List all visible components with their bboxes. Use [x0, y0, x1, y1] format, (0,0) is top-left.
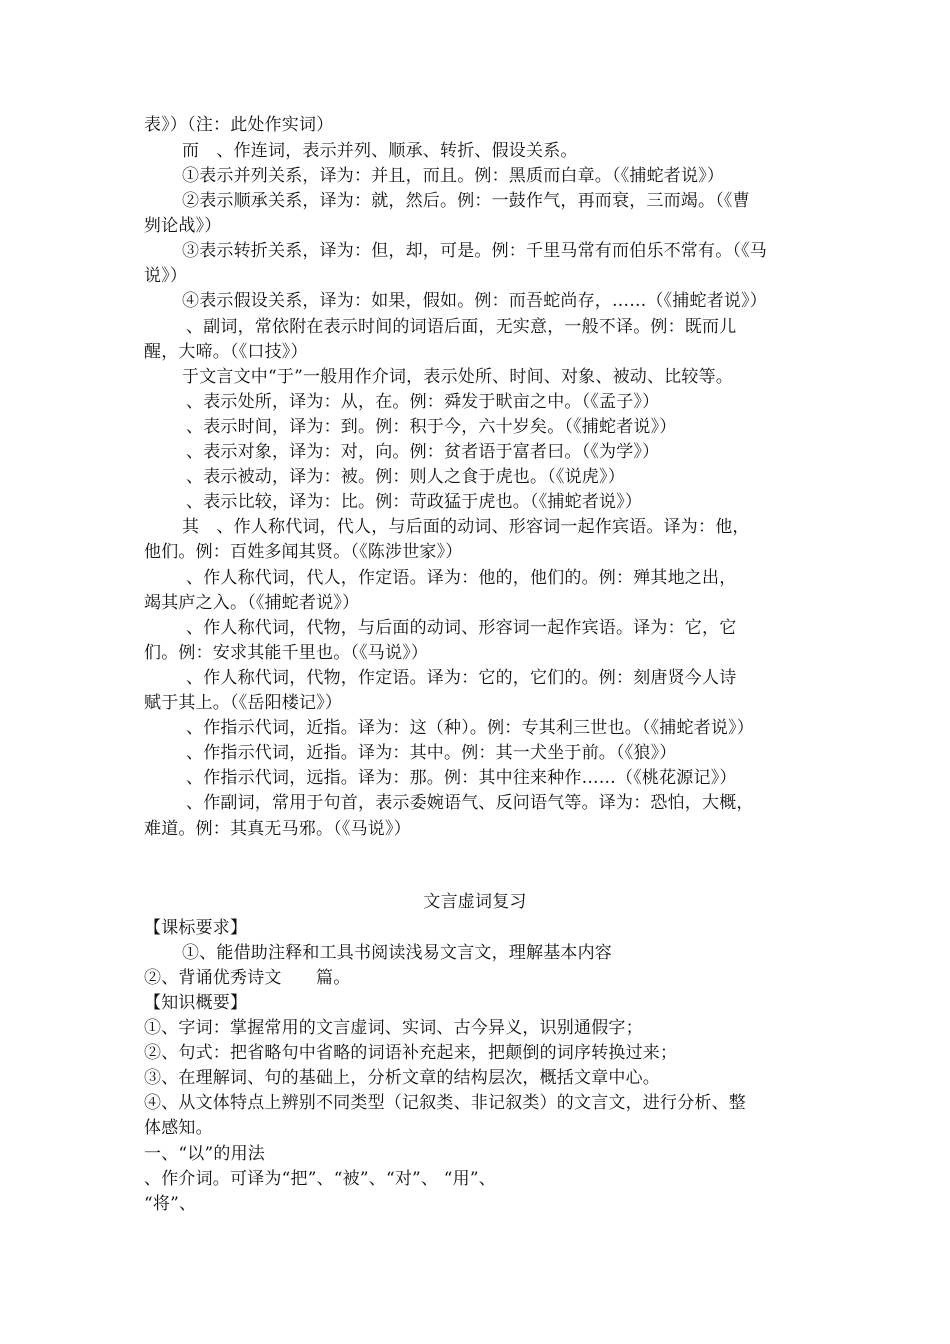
text-line: 、表示对象，译为：对，向。例：贫者语于富者曰。（《为学》） — [186, 442, 660, 462]
text-line: 、作指示代词，近指。译为：这（种）。例：专其利三世也。（《捕蛇者说》） — [186, 718, 754, 738]
text-line: 、作人称代词，代人，作定语。译为：他的，他们的。例：殚其地之出， — [186, 568, 737, 588]
text-line: 难道。例：其真无马邪。（《马说》） — [144, 819, 411, 839]
subsection-heading: 一、“以”的用法 — [144, 1144, 265, 1164]
text-line: 说》） — [144, 266, 188, 286]
text-line: 、表示时间，译为：到。例：积于今，六十岁矣。（《捕蛇者说》） — [186, 417, 677, 437]
text-line: 、作人称代词，代物，与后面的动词、形容词一起作宾语。译为：它，它 — [186, 618, 737, 638]
text-line: ③、在理解词、句的基础上，分析文章的结构层次，概括文章中心。 — [144, 1068, 660, 1088]
text-line: ③表示转折关系，译为：但，却，可是。例：千里马常有而伯乐不常有。（《马 — [182, 241, 767, 261]
text-line: ①、能借助注释和工具书阅读浅易文言文，理解基本内容 — [182, 943, 612, 963]
text-line: ②表示顺承关系，译为：就，然后。例：一鼓作气，再而衰，三而竭。（《曹 — [182, 191, 750, 211]
section-heading: 【课标要求】 — [144, 918, 248, 938]
text-line: ①表示并列关系，译为：并且，而且。例：黑质而白章。（《捕蛇者说》） — [182, 166, 725, 186]
text-line: 其 、作人称代词，代人，与后面的动词、形容词一起作宾语。译为：他， — [182, 517, 750, 537]
section-title: 文言虚词复习 — [423, 892, 527, 912]
text-line: 表》）（注：此处作实词） — [144, 115, 334, 135]
text-line: ④、从文体特点上辨别不同类型（记叙类、非记叙类）的文言文，进行分析、整 — [144, 1093, 746, 1113]
text-line: 于文言文中“于”一般用作介词，表示处所、时间、对象、被动、比较等。 — [182, 367, 733, 387]
text-line: 、作副词，常用于句首，表示委婉语气、反问语气等。译为：恐怕，大概， — [186, 793, 754, 813]
text-line: ①、字词：掌握常用的文言虚词、实词、古今异义，识别通假字； — [144, 1018, 643, 1038]
text-line: 赋于其上。（《岳阳楼记》） — [144, 693, 343, 713]
text-line: 、副词，常依附在表示时间的词语后面，无实意，一般不译。例：既而儿 — [186, 317, 737, 337]
text-line: ④表示假设关系，译为：如果，假如。例：而吾蛇尚存，……（《捕蛇者说》） — [182, 291, 767, 311]
text-line: ②、背诵优秀诗文 篇。 — [144, 968, 351, 988]
section-heading: 【知识概要】 — [144, 993, 248, 1013]
text-line: 他们。例：百姓多闻其贤。（《陈涉世家》） — [144, 542, 463, 562]
text-line: 醒，大啼。（《口技》） — [144, 342, 308, 362]
text-line: 竭其庐之入。（《捕蛇者说》） — [144, 593, 360, 613]
text-line: 、表示处所，译为：从，在。例：舜发于畎亩之中。（《孟子》） — [186, 392, 660, 412]
text-line: 体感知。 — [144, 1118, 213, 1138]
text-line: 而 、作连词，表示并列、顺承、转折、假设关系。 — [182, 141, 578, 161]
text-line: 们。例：安求其能千里也。（《马说》） — [144, 643, 429, 663]
text-line: “将”、 — [144, 1194, 197, 1214]
text-line: 、作人称代词，代物，作定语。译为：它的，它们的。例：刻唐贤今人诗 — [186, 668, 737, 688]
text-line: 、表示比较，译为：比。例：苛政猛于虎也。（《捕蛇者说》） — [186, 492, 643, 512]
text-line: 、作指示代词，近指。译为：其中。例：其一犬坐于前。（《狼》） — [186, 743, 677, 763]
text-line: 、表示被动，译为：被。例：则人之食于虎也。（《说虎》） — [186, 467, 625, 487]
text-line: 、作介词。可译为“把”、“被”、“对”、 “用”、 — [144, 1169, 496, 1189]
text-line: 刿论战》） — [144, 216, 222, 236]
text-line: 、作指示代词，远指。译为：那。例：其中往来种作……（《桃花源记》） — [186, 768, 737, 788]
text-line: ②、句式：把省略句中省略的词语补充起来，把颠倒的词序转换过来； — [144, 1043, 678, 1063]
